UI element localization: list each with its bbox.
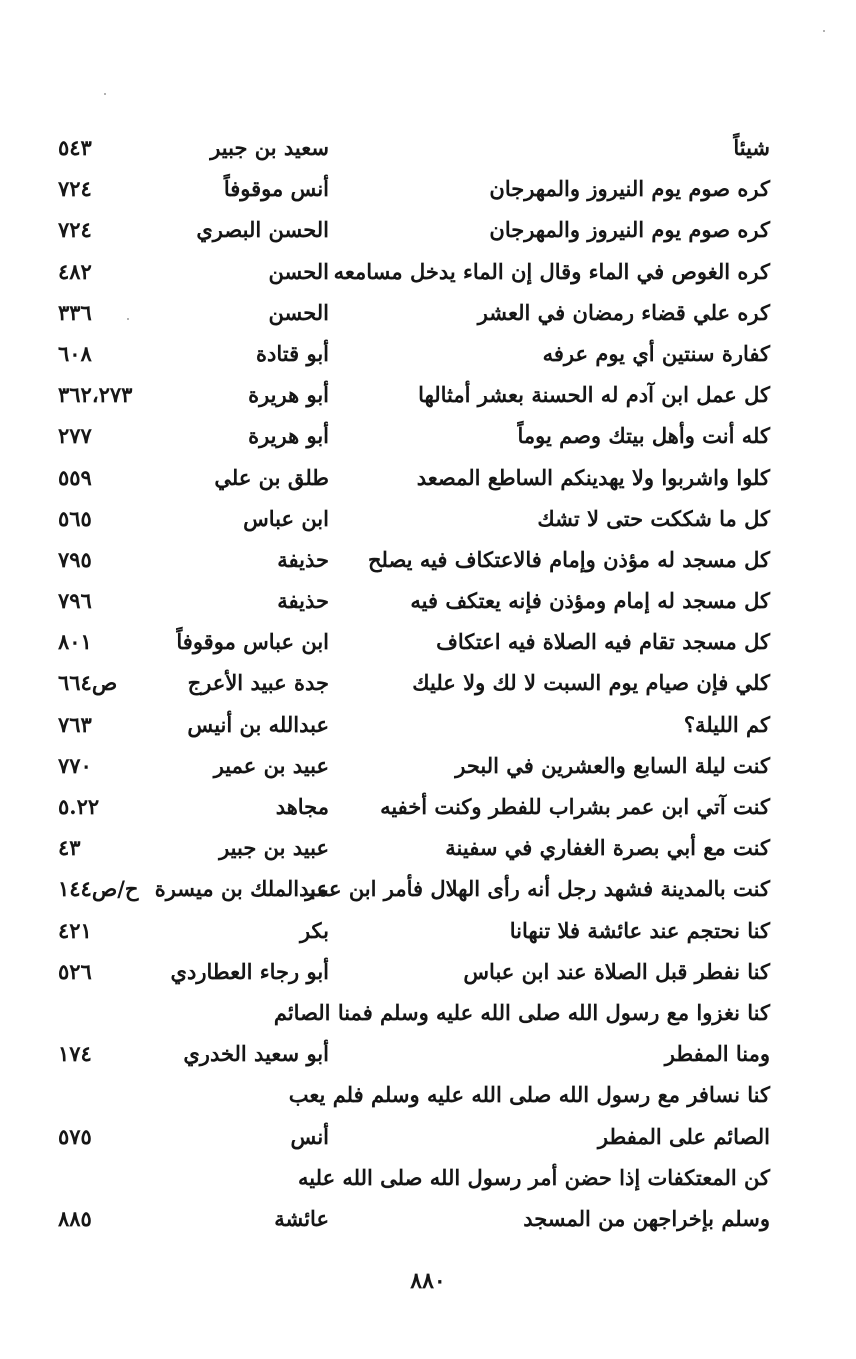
page-reference: ٧٩٦ — [58, 588, 92, 614]
page-reference: ٧٢٤ — [58, 176, 92, 202]
hadith-text: كل ما شككت حتى لا تشك — [537, 505, 770, 531]
page-reference: ٤٣ — [58, 835, 81, 861]
page-reference: ٨٨٥ — [58, 1205, 92, 1231]
page-reference: ٥.٢٢ — [58, 794, 100, 819]
hadith-text: ومنا المفطر — [664, 1041, 770, 1067]
hadith-text: كنا نحتجم عند عائشة فلا تنهانا — [509, 917, 770, 943]
hadith-text: كره صوم يوم النيروز والمهرجان — [489, 217, 770, 243]
index-row — [0, 210, 856, 251]
index-row — [0, 869, 856, 910]
index-row — [0, 293, 856, 334]
narrator: بكر — [299, 917, 329, 943]
index-entries — [0, 128, 856, 1240]
index-row — [0, 581, 856, 622]
narrator: الحسن — [268, 299, 329, 325]
index-row — [0, 911, 856, 952]
page-reference: ٥٥٩ — [58, 464, 92, 490]
narrator: أبو هريرة — [248, 382, 329, 408]
index-row — [0, 828, 856, 869]
page-reference: ٨٠١ — [58, 629, 92, 655]
page-reference: ٢٧٧ — [58, 423, 92, 449]
hadith-text: كنت ليلة السابع والعشرين في البحر — [455, 752, 770, 778]
narrator: أبو سعيد الخدري — [183, 1041, 329, 1067]
index-row — [0, 252, 856, 293]
index-row — [0, 705, 856, 746]
narrator: ابن عباس — [243, 505, 329, 531]
narrator: عبدالله بن أنيس — [187, 711, 329, 737]
narrator: حذيفة — [277, 588, 329, 614]
index-row — [0, 1117, 856, 1158]
hadith-text: كنا نغزوا مع رسول الله صلى الله عليه وسلم فمنا الصائم — [273, 999, 770, 1025]
index-row — [0, 993, 856, 1034]
narrator: ابن عباس موقوفاً — [176, 629, 329, 655]
narrator: أبو هريرة — [248, 423, 329, 449]
page-reference: ٥٢٦ — [58, 958, 92, 984]
paper-speck — [823, 30, 825, 32]
narrator: مجاهد — [275, 794, 329, 819]
narrator: سعيد بن جبير — [210, 135, 329, 160]
narrator: أنس موقوفاً — [223, 176, 329, 202]
hadith-text: كلوا واشربوا ولا يهدينكم الساطع المصعد — [416, 464, 770, 490]
page-reference: ص٦٦٤ — [58, 670, 118, 696]
page-reference: ٣٣٦ — [58, 299, 92, 325]
index-row — [0, 1158, 856, 1199]
hadith-text: كنت آتي ابن عمر بشراب للفطر وكنت أخفيه — [380, 794, 770, 819]
hadith-text: كنت بالمدينة فشهد رجل أنه رأى الهلال فأمر ابن عمر — [305, 876, 770, 902]
hadith-text: كنا نسافر مع رسول الله صلى الله عليه وسلم فلم يعب — [288, 1082, 770, 1108]
hadith-text: كن المعتكفات إذا حضن أمر رسول الله صلى الله عليه — [298, 1164, 770, 1190]
narrator: عبدالملك بن ميسرة — [154, 876, 329, 902]
hadith-text: كنا نفطر قبل الصلاة عند ابن عباس — [463, 958, 770, 984]
index-row — [0, 458, 856, 499]
index-row — [0, 1034, 856, 1075]
index-row — [0, 169, 856, 210]
page-reference: ٧٩٥ — [58, 546, 92, 572]
hadith-text: كم الليلة؟ — [683, 711, 770, 737]
narrator: الحسن — [268, 258, 329, 284]
narrator: حذيفة — [277, 546, 329, 572]
index-row — [0, 499, 856, 540]
hadith-text: كفارة سنتين أي يوم عرفه — [542, 340, 770, 366]
narrator: طلق بن علي — [214, 464, 329, 490]
hadith-text: كلي فإن صيام يوم السبت لا لك ولا عليك — [412, 670, 770, 696]
index-row — [0, 952, 856, 993]
page-reference: ٣٦٢،٢٧٣ — [58, 382, 133, 408]
index-row — [0, 375, 856, 416]
index-row — [0, 787, 856, 828]
index-row — [0, 746, 856, 787]
hadith-text: كل مسجد له مؤذن وإمام فالاعتكاف فيه يصلح — [367, 546, 770, 572]
page-reference: ح/ص١٤٤ — [58, 876, 139, 902]
page-reference: ٤٢١ — [58, 917, 92, 943]
page-reference: ١٧٤ — [58, 1041, 92, 1067]
index-row — [0, 540, 856, 581]
narrator: أبو قتادة — [256, 340, 329, 366]
page-reference: ٤٨٢ — [58, 258, 92, 284]
narrator: الحسن البصري — [196, 217, 329, 243]
page-number: ٨٨٠ — [410, 1268, 446, 1294]
paper-speck — [104, 93, 106, 95]
page-reference: ٦٠٨ — [58, 340, 92, 366]
narrator: عائشة — [274, 1205, 329, 1231]
narrator: جدة عبيد الأعرج — [187, 670, 329, 696]
narrator: أنس — [290, 1123, 329, 1149]
index-row — [0, 1199, 856, 1240]
index-row — [0, 622, 856, 663]
hadith-text: كره الغوص في الماء وقال إن الماء يدخل مسامعه — [333, 258, 770, 284]
hadith-text: الصائم على المفطر — [597, 1123, 770, 1149]
index-row — [0, 663, 856, 704]
hadith-text: وسلم بإخراجهن من المسجد — [523, 1205, 770, 1231]
hadith-text: شيئاً — [733, 135, 770, 160]
page-reference: ٧٧٠ — [58, 752, 92, 778]
index-row — [0, 334, 856, 375]
page-reference: ٥٤٣ — [58, 135, 92, 160]
hadith-text: كله أنت وأهل بيتك وصم يوماً — [517, 423, 770, 449]
narrator: عبيد بن عمير — [213, 752, 329, 778]
hadith-text: كره علي قضاء رمضان في العشر — [477, 299, 770, 325]
page-reference: ٧٦٣ — [58, 711, 92, 737]
page-reference: ٥٦٥ — [58, 505, 92, 531]
index-row — [0, 416, 856, 457]
index-row — [0, 1075, 856, 1116]
hadith-text: كل مسجد تقام فيه الصلاة فيه اعتكاف — [436, 629, 770, 655]
page-reference: ٥٧٥ — [58, 1123, 92, 1149]
hadith-text: كل عمل ابن آدم له الحسنة بعشر أمثالها — [418, 382, 770, 408]
index-row — [0, 128, 856, 169]
page-reference: ٧٢٤ — [58, 217, 92, 243]
hadith-text: كنت مع أبي بصرة الغفاري في سفينة — [445, 835, 770, 861]
hadith-text: كره صوم يوم النيروز والمهرجان — [489, 176, 770, 202]
hadith-text: كل مسجد له إمام ومؤذن فإنه يعتكف فيه — [410, 588, 770, 614]
narrator: أبو رجاء العطاردي — [170, 958, 329, 984]
narrator: عبيد بن جبير — [219, 835, 329, 861]
